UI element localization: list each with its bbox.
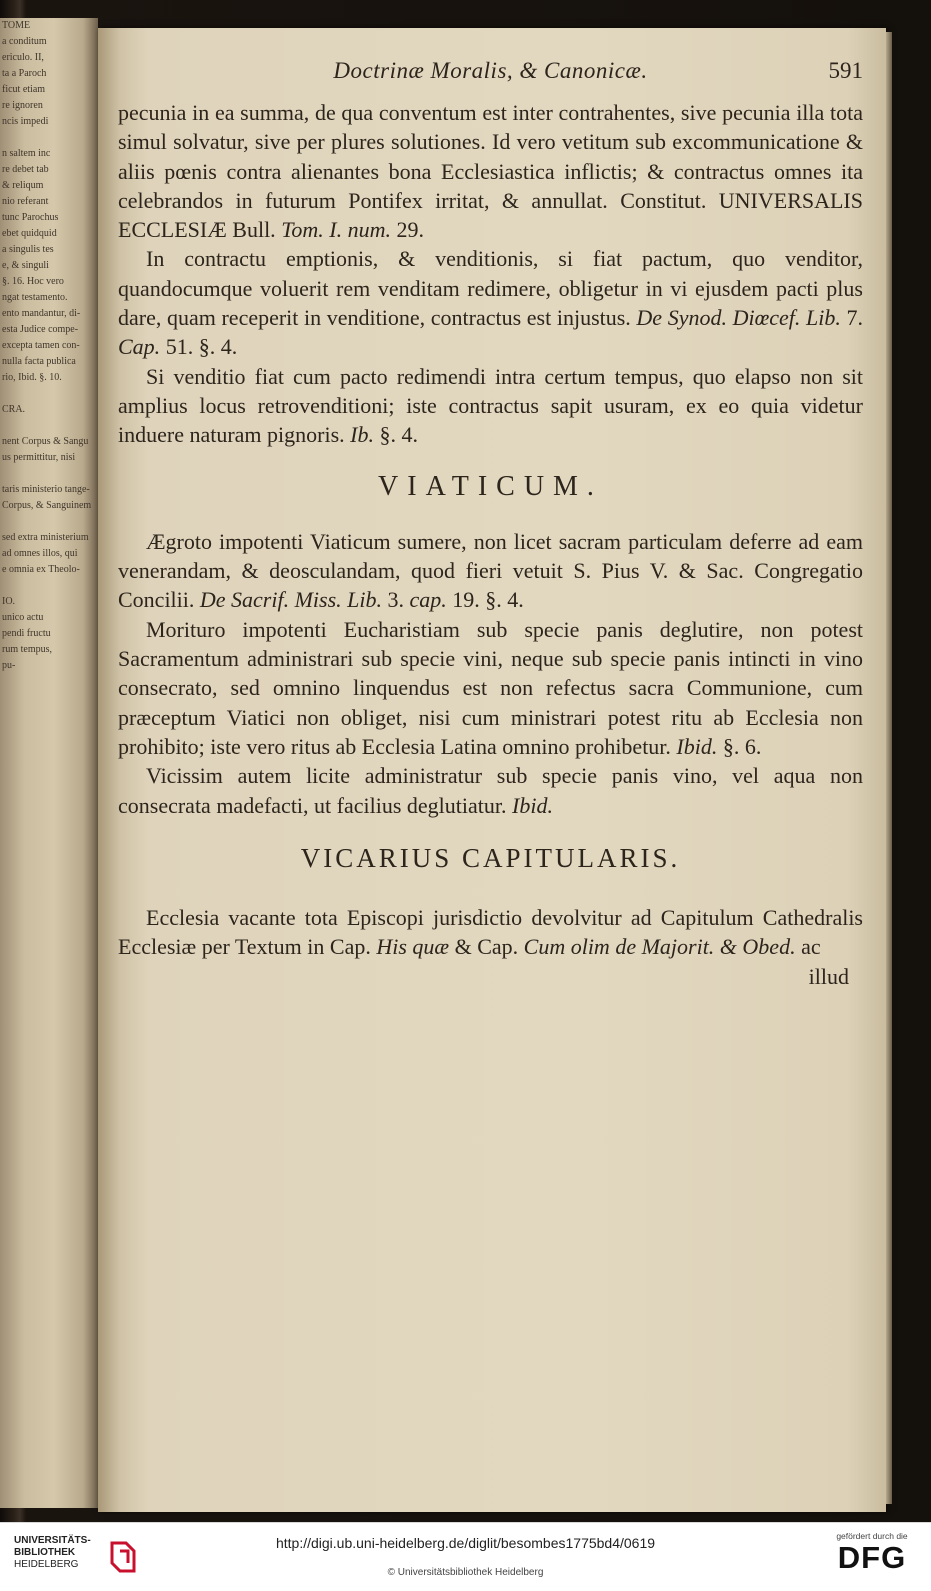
facing-page-line: & reliqum	[2, 180, 44, 191]
facing-page-line: nio referant	[2, 196, 49, 207]
section-heading: VICARIUS CAPITULARIS.	[300, 842, 681, 873]
paragraph	[118, 615, 863, 761]
facing-page-line: re debet tab	[2, 164, 49, 175]
document-url[interactable]: http://digi.ub.uni-heidelberg.de/diglit/besombes1775bd4/0619	[275, 1535, 656, 1551]
facing-page-line: TOME	[2, 20, 31, 31]
paragraph-text: 51. §. 4.	[160, 334, 238, 360]
citation-text: De Synod. Diœcef. Lib.	[636, 305, 841, 331]
facing-page-line: ngat testamento.	[2, 292, 68, 303]
page-content	[118, 56, 863, 991]
facing-page-line: Corpus, & Sanguinem	[2, 500, 92, 511]
citation-text: Ibid.	[512, 792, 553, 818]
facing-page-line: pu-	[2, 660, 16, 671]
paragraph-text: Si venditio fiat cum pacto redimendi intra certum tempus, quo elapso non sit amplius locus retrovenditioni; iste contractus sapit usuram, ex eo quia videtur induere naturam pignoris.	[118, 363, 863, 448]
facing-page-text	[2, 18, 96, 674]
facing-page-line: ficut etiam	[2, 84, 46, 95]
paragraph-text: 3.	[382, 587, 410, 613]
running-head-title: Doctrinæ Moralis, & Canonicæ.	[333, 58, 648, 83]
section-heading: VIATICUM.	[378, 470, 603, 502]
viewer-footer	[0, 1522, 931, 1591]
citation-text: Ib.	[350, 422, 374, 448]
facing-page-line: §. 16. Hoc vero	[2, 276, 64, 287]
facing-page-line: ebet quidquid	[2, 228, 57, 239]
catchword: illud	[808, 963, 849, 989]
dfg-logo: DFG	[837, 1540, 907, 1575]
paragraph-text: pecunia in ea summa, de qua conventum est inter contrahentes, sive pecunia illa tota simul solvatur, sive per plures solutiones. Id vero vetitum sub excommunicatione & aliis pœnis contra alienantes bona Ecclesiastica inflictis; & contractus omnes ita celebrandos in futurum Pontifex irritat, & annullat. Constitut. UNIVERSALIS ECCLESIÆ Bull.	[118, 100, 863, 243]
facing-page-line	[2, 130, 96, 146]
facing-page-line: n saltem inc	[2, 148, 51, 159]
facing-page-line: pendi fructu	[2, 628, 51, 639]
paragraph-text: §. 6.	[717, 733, 762, 759]
paragraph	[118, 761, 863, 820]
facing-page-line: nent Corpus & Sangu	[2, 436, 89, 447]
paragraph-text: Vicissim autem licite administratur sub specie panis vino, vel aqua non consecrata madefacti, ut facilius deglutiatur.	[118, 763, 863, 818]
facing-page-line	[2, 466, 96, 482]
facing-page-line: tunc Parochus	[2, 212, 59, 223]
page-number: 591	[828, 58, 863, 83]
library-name-line: UNIVERSITÄTS-	[14, 1535, 91, 1546]
facing-page-line: taris ministerio tange-	[2, 484, 90, 495]
paragraph-text: §. 4.	[374, 422, 418, 448]
facing-page-line	[2, 514, 96, 530]
facing-page-line: excepta tamen con-	[2, 340, 80, 351]
facing-page-line: unico actu	[2, 612, 44, 623]
paragraph-text: 29.	[391, 217, 425, 243]
facing-page-line: ad omnes illos, qui	[2, 548, 78, 559]
library-name-line: BIBLIOTHEK	[14, 1547, 76, 1558]
running-head	[118, 56, 863, 98]
copyright-notice: © Universitätsbibliothek Heidelberg	[387, 1567, 544, 1578]
paragraph-text: ac	[795, 934, 821, 960]
funder-caption: gefördert durch die	[836, 1531, 908, 1541]
book-page	[98, 28, 886, 1512]
facing-page-line: rio, Ibid. §. 10.	[2, 372, 62, 383]
facing-page-line: ta a Paroch	[2, 68, 47, 79]
paragraph	[118, 527, 863, 615]
paragraph	[118, 362, 863, 450]
citation-text: cap.	[409, 587, 447, 613]
facing-page-line: nulla facta publica	[2, 356, 76, 367]
paragraph-text: 19. §. 4.	[446, 587, 524, 613]
facing-page-line: rum tempus,	[2, 644, 52, 655]
paragraph	[118, 244, 863, 361]
facing-page-line: ericulo. II,	[2, 52, 44, 63]
paragraph	[118, 903, 863, 962]
citation-text: Cum olim de Majorit. & Obed.	[523, 934, 796, 960]
facing-page-line: esta Judice compe-	[2, 324, 79, 335]
paragraph-text: In contractu emptionis, & venditionis, si fiat pactum, quo venditor, quandocumque voluerit rem venditam redimere, obligetur in vi ejusdem pacti plus dare, quam receperit in venditione, contractus est injustus.	[118, 246, 863, 331]
paragraph-text: Morituro impotenti Eucharistiam sub specie panis deglutire, non potest Sacramentum administrari sub specie vini, neque sub specie panis intincti in vino consecrato, sed omnino linquendus est non refectus sacra Communione, cum præceptum Viatici non obliget, nisi cum ministrari potest ritu ab Ecclesia non prohibito; iste vero ritus ab Ecclesia Latina omnino prohibetur.	[118, 616, 863, 759]
facing-page-line: ento mandantur, di-	[2, 308, 81, 319]
citation-text: His quæ	[376, 934, 450, 960]
facing-page	[0, 18, 98, 1508]
facing-page-line: e omnia ex Theolo-	[2, 564, 80, 575]
citation-text: Cap.	[118, 334, 161, 360]
facing-page-line: sed extra ministerium	[2, 532, 89, 543]
facing-page-line	[2, 418, 96, 434]
funder-badge	[827, 1531, 917, 1575]
paragraph	[118, 98, 863, 244]
citation-text: Ibid.	[676, 733, 718, 759]
facing-page-line: e, & singuli	[2, 260, 49, 271]
facing-page-line: a conditum	[2, 36, 47, 47]
facing-page-line: us permittitur, nisi	[2, 452, 76, 463]
citation-text: De Sacrif. Miss. Lib.	[199, 587, 383, 613]
facing-page-line: a singulis tes	[2, 244, 54, 255]
facing-page-line	[2, 386, 96, 402]
citation-text: Tom. I. num.	[281, 217, 392, 243]
library-name-line: HEIDELBERG	[14, 1559, 79, 1570]
paragraph-text: Ecclesia vacante tota Episcopi jurisdictio devolvitur ad Capitulum Cathedralis Ecclesiæ per Textum in Cap.	[118, 905, 863, 960]
facing-page-line	[2, 578, 96, 594]
body-text	[118, 98, 863, 991]
facing-page-line: ncis impedi	[2, 116, 49, 127]
page-edge	[886, 32, 892, 1504]
facing-page-line: CRA.	[2, 404, 26, 415]
paragraph-text: & Cap.	[449, 934, 524, 960]
paragraph-text: Ægroto impotenti Viaticum sumere, non licet sacram particulam deferre ad eam venerandam, & deosculandam, quod fieri vetuit S. Pius V. & Sac. Congregatio Concilii.	[118, 528, 863, 613]
paragraph-text: 7.	[840, 305, 863, 331]
facing-page-line: IO.	[2, 596, 16, 607]
facing-page-line: re ignoren	[2, 100, 43, 111]
